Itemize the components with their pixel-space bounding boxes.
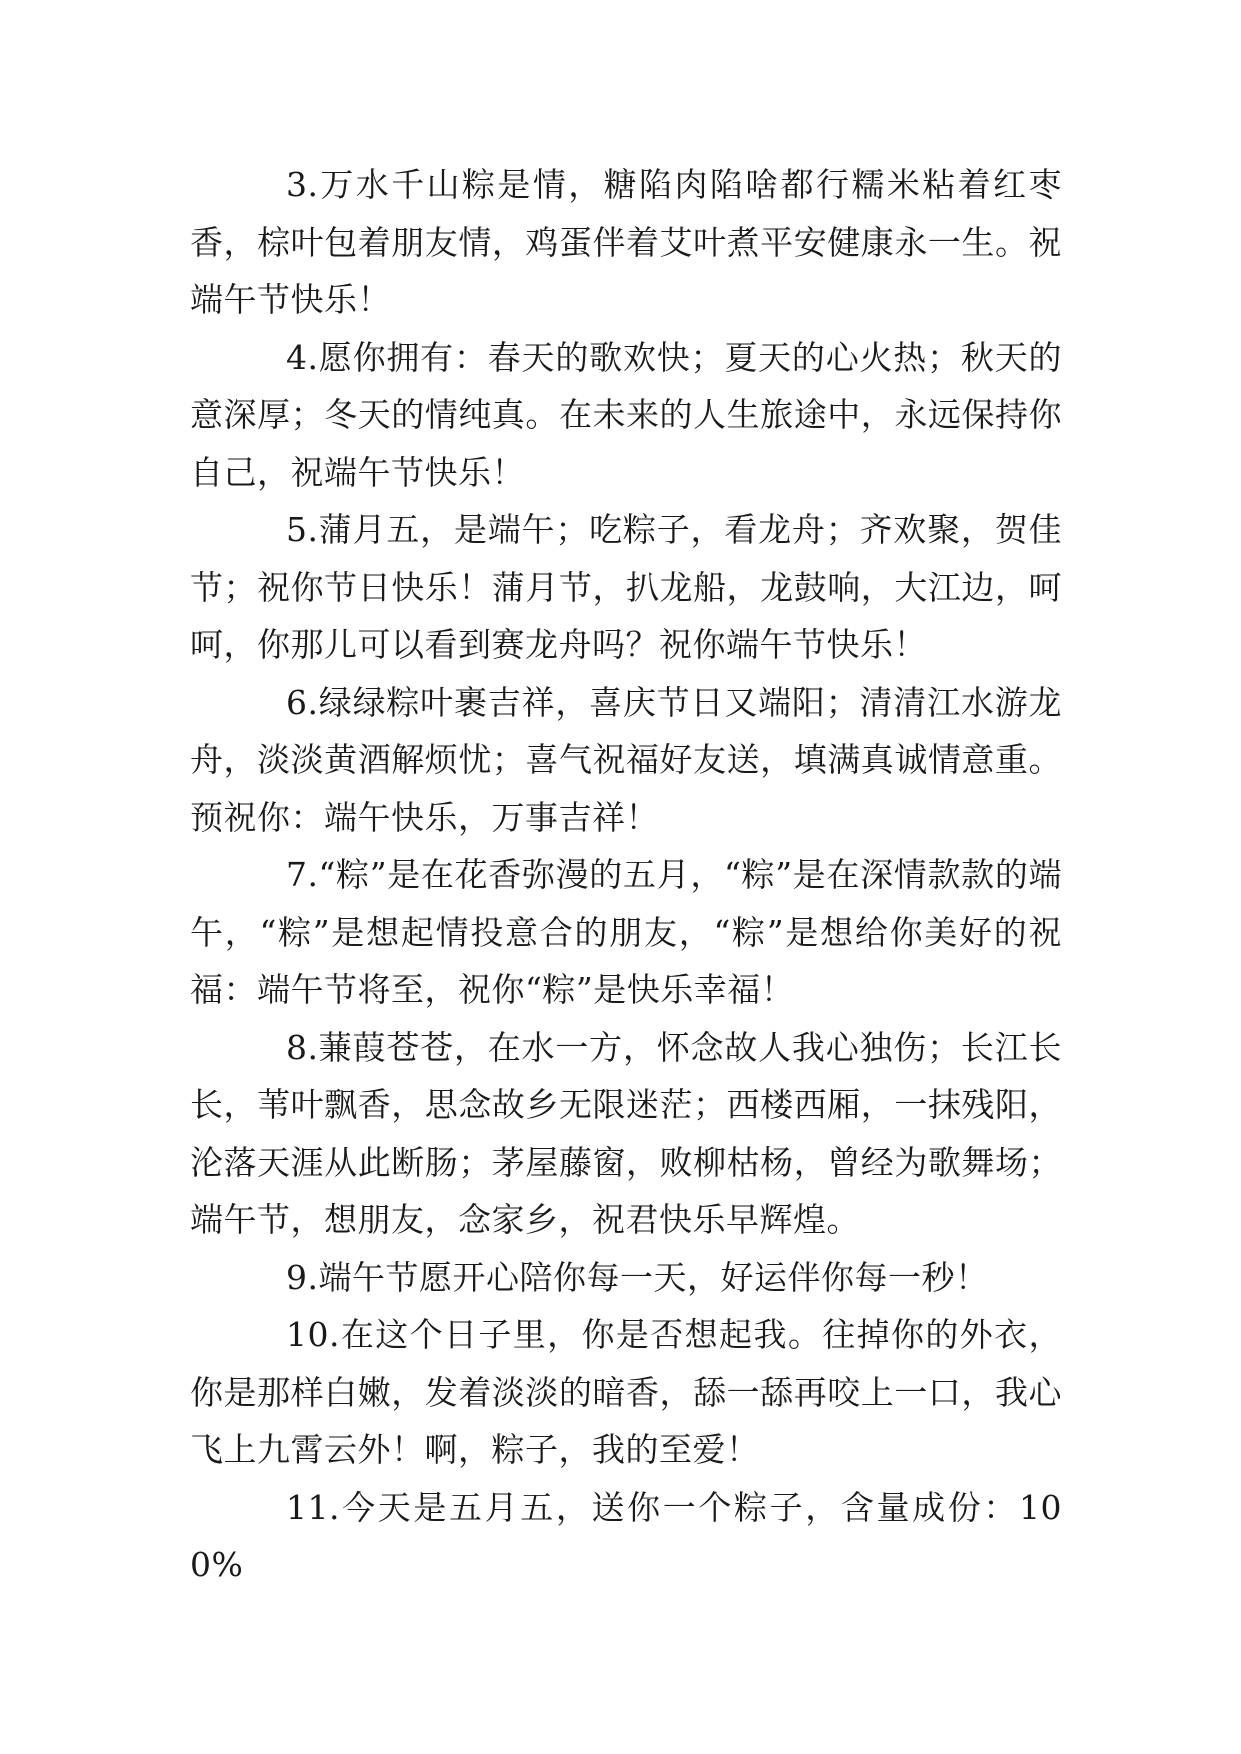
document-body bbox=[190, 156, 1062, 1594]
paragraph-7: 7.“粽”是在花香弥漫的五月，“粽”是在深情款款的端午，“粽”是想起情投意合的朋友，“粽”是想给你美好的祝福：端午节将至，祝你“粽”是快乐幸福！ bbox=[190, 855, 1062, 1009]
paragraph-5: 5.蒲月五，是端午；吃粽子，看龙舟；齐欢聚，贺佳节；祝你节日快乐！蒲月节，扒龙船，龙鼓响，大江边，呵呵，你那儿可以看到赛龙舟吗？祝你端午节快乐！ bbox=[190, 510, 1062, 664]
paragraph-4: 4.愿你拥有：春天的歌欢快；夏天的心火热；秋天的意深厚；冬天的情纯真。在未来的人生旅途中，永远保持你自己，祝端午节快乐！ bbox=[190, 337, 1062, 492]
paragraph-9: 9.端午节愿开心陪你每一天，好运伴你每一秒！ bbox=[286, 1257, 989, 1297]
paragraph-10: 10.在这个日子里，你是否想起我。往掉你的外衣，你是那样白嫩，发着淡淡的暗香，舔一舔再咬上一口，我心飞上九霄云外！啊，粽子，我的至爱！ bbox=[190, 1315, 1062, 1469]
paragraph-11: 11.今天是五月五，送你一个粽子，含量成份：100% bbox=[190, 1487, 1062, 1584]
paragraph-8: 8.蒹葭苍苍，在水一方，怀念故人我心独伤；长江长长，苇叶飘香，思念故乡无限迷茫；西楼西厢，一抹残阳，沦落天涯从此断肠；茅屋藤窗，败柳枯杨，曾经为歌舞场；端午节，想朋友，念家乡，祝君快乐早辉煌。 bbox=[190, 1027, 1062, 1239]
paragraph-3: 3.万水千山粽是情，糖陷肉陷啥都行糯米粘着红枣香，棕叶包着朋友情，鸡蛋伴着艾叶煮平安健康永一生。祝端午节快乐！ bbox=[190, 165, 1062, 319]
paragraph-6: 6.绿绿粽叶裹吉祥，喜庆节日又端阳；清清江水游龙舟，淡淡黄酒解烦忧；喜气祝福好友送，填满真诚情意重。预祝你：端午快乐，万事吉祥！ bbox=[190, 682, 1062, 837]
